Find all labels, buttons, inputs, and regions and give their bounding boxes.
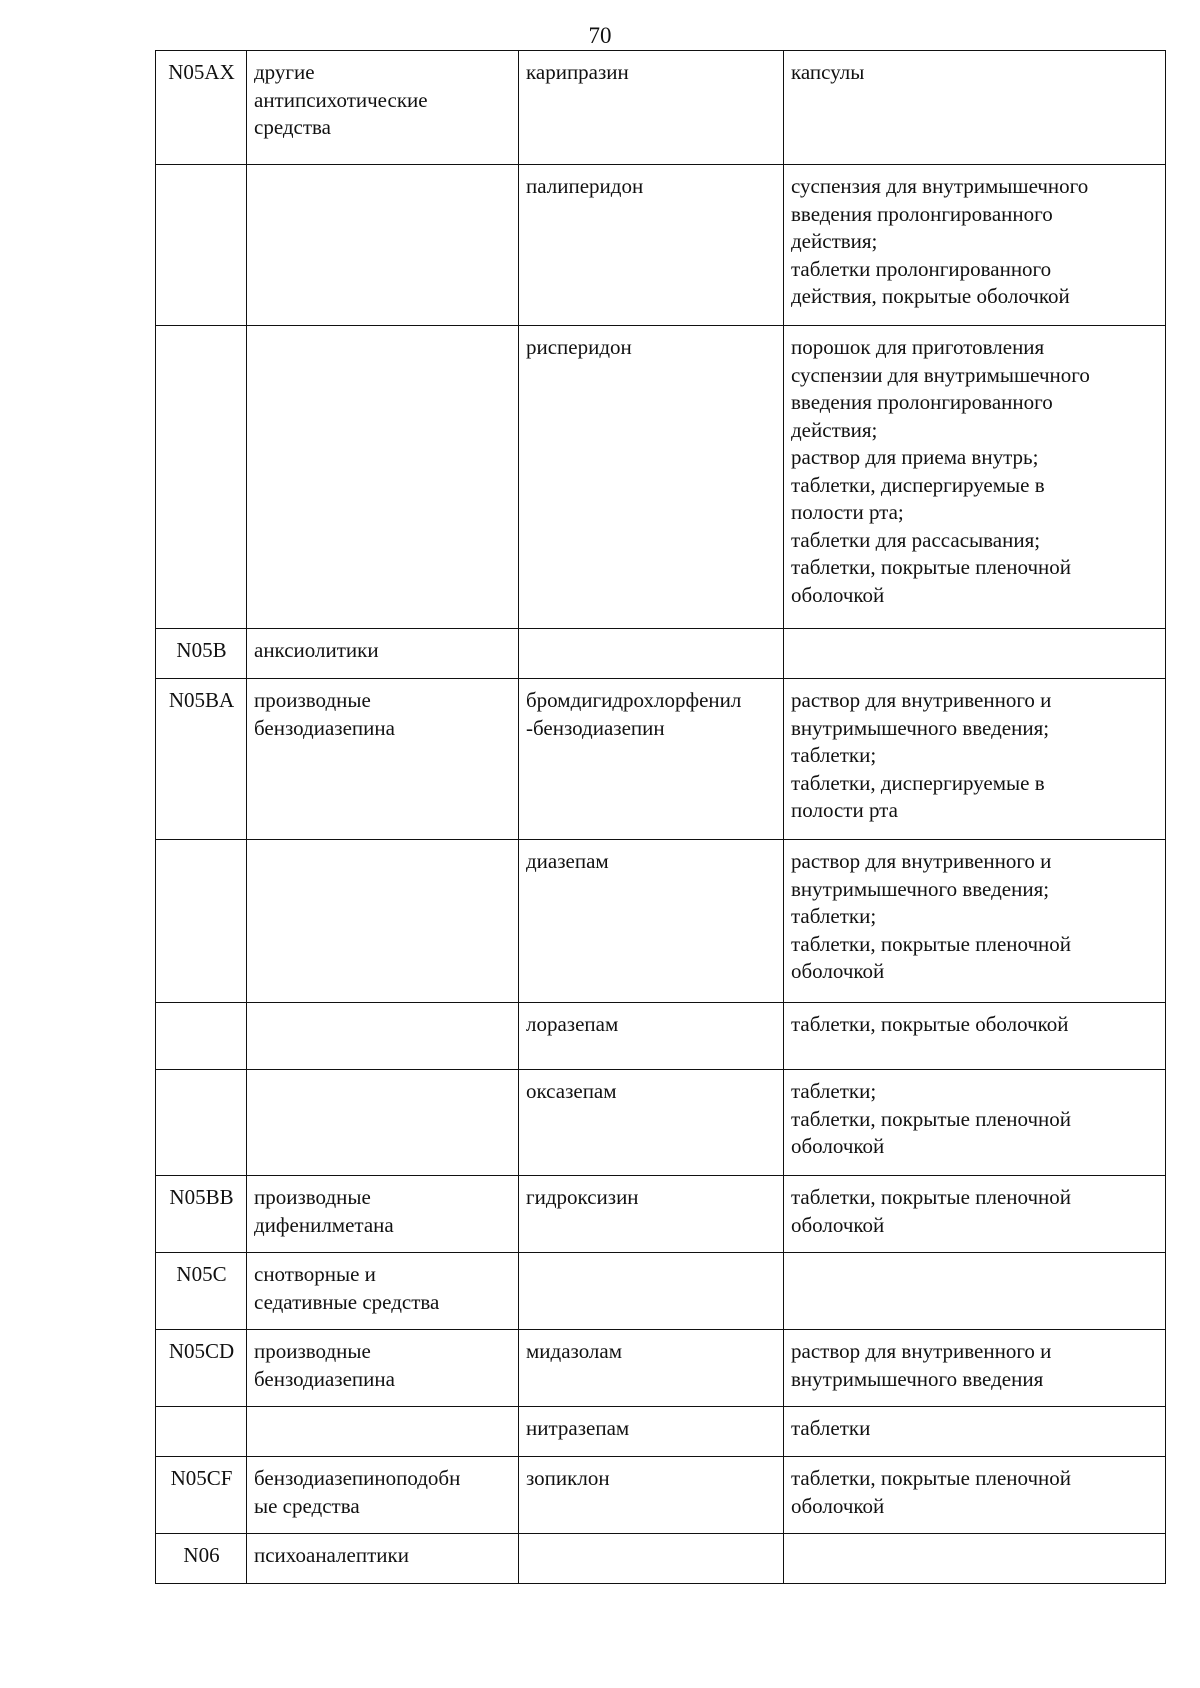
dosage-form-cell: таблетки, покрытые пленочной оболочкой — [784, 1176, 1166, 1253]
drug-list-table — [155, 50, 1166, 1584]
dosage-form-cell: порошок для приготовления суспензии для внутримышечного введения пролонгированного действия; раствор для приема внутрь; таблетки, диспергируемые в полости рта; таблетки для рассасывания; таблетки, покрытые пленочной оболочкой — [784, 326, 1166, 629]
drug-name-cell: рисперидон — [519, 326, 784, 629]
table-row — [156, 1407, 1166, 1457]
table-row — [156, 1176, 1166, 1253]
drug-name-cell: нитразепам — [519, 1407, 784, 1457]
dosage-form-cell: таблетки; таблетки, покрытые пленочной оболочкой — [784, 1070, 1166, 1176]
pharmacological-group-cell: производные бензодиазепина — [247, 1330, 519, 1407]
drug-name-cell: оксазепам — [519, 1070, 784, 1176]
dosage-form-cell: таблетки, покрытые пленочной оболочкой — [784, 1457, 1166, 1534]
table-row — [156, 1070, 1166, 1176]
drug-name-cell: лоразепам — [519, 1003, 784, 1070]
pharmacological-group-cell: производные бензодиазепина — [247, 679, 519, 840]
atc-code-cell: N05CF — [156, 1457, 247, 1534]
table-row — [156, 326, 1166, 629]
table-row — [156, 165, 1166, 326]
atc-code-cell — [156, 1070, 247, 1176]
table-row — [156, 1534, 1166, 1584]
pharmacological-group-cell: другие антипсихотические средства — [247, 51, 519, 165]
atc-code-cell — [156, 840, 247, 1003]
drug-name-cell: карипразин — [519, 51, 784, 165]
drug-name-cell: бромдигидрохлорфенил -бензодиазепин — [519, 679, 784, 840]
atc-code-cell — [156, 1003, 247, 1070]
dosage-form-cell — [784, 629, 1166, 679]
drug-name-cell: зопиклон — [519, 1457, 784, 1534]
table-row — [156, 629, 1166, 679]
atc-code-cell: N05BB — [156, 1176, 247, 1253]
atc-code-cell: N05CD — [156, 1330, 247, 1407]
table-row — [156, 1457, 1166, 1534]
pharmacological-group-cell: психоаналептики — [247, 1534, 519, 1584]
pharmacological-group-cell: снотворные и седативные средства — [247, 1253, 519, 1330]
atc-code-cell: N05AX — [156, 51, 247, 165]
pharmacological-group-cell: бензодиазепиноподобн ые средства — [247, 1457, 519, 1534]
table-row — [156, 1003, 1166, 1070]
atc-code-cell — [156, 326, 247, 629]
dosage-form-cell: раствор для внутривенного и внутримышечного введения — [784, 1330, 1166, 1407]
drug-name-cell: палиперидон — [519, 165, 784, 326]
atc-code-cell: N05BA — [156, 679, 247, 840]
pharmacological-group-cell — [247, 165, 519, 326]
atc-code-cell — [156, 1407, 247, 1457]
pharmacological-group-cell — [247, 840, 519, 1003]
dosage-form-cell: капсулы — [784, 51, 1166, 165]
pharmacological-group-cell: анксиолитики — [247, 629, 519, 679]
dosage-form-cell — [784, 1253, 1166, 1330]
pharmacological-group-cell — [247, 326, 519, 629]
drug-name-cell: мидазолам — [519, 1330, 784, 1407]
page-number: 70 — [588, 23, 612, 48]
pharmacological-group-cell — [247, 1003, 519, 1070]
dosage-form-cell: раствор для внутривенного и внутримышечного введения; таблетки; таблетки, диспергируемые в полости рта — [784, 679, 1166, 840]
atc-code-cell — [156, 165, 247, 326]
dosage-form-cell — [784, 1534, 1166, 1584]
drug-name-cell — [519, 629, 784, 679]
drug-name-cell: диазепам — [519, 840, 784, 1003]
drug-name-cell — [519, 1253, 784, 1330]
table-row — [156, 1253, 1166, 1330]
table-row — [156, 840, 1166, 1003]
dosage-form-cell: таблетки — [784, 1407, 1166, 1457]
dosage-form-cell: таблетки, покрытые оболочкой — [784, 1003, 1166, 1070]
table-row — [156, 1330, 1166, 1407]
atc-code-cell: N05C — [156, 1253, 247, 1330]
pharmacological-group-cell — [247, 1070, 519, 1176]
drug-name-cell: гидроксизин — [519, 1176, 784, 1253]
table-row — [156, 679, 1166, 840]
table-row — [156, 51, 1166, 165]
pharmacological-group-cell: производные дифенилметана — [247, 1176, 519, 1253]
drug-name-cell — [519, 1534, 784, 1584]
atc-code-cell: N05B — [156, 629, 247, 679]
dosage-form-cell: раствор для внутривенного и внутримышечного введения; таблетки; таблетки, покрытые пленочной оболочкой — [784, 840, 1166, 1003]
pharmacological-group-cell — [247, 1407, 519, 1457]
atc-code-cell: N06 — [156, 1534, 247, 1584]
dosage-form-cell: суспензия для внутримышечного введения пролонгированного действия; таблетки пролонгированного действия, покрытые оболочкой — [784, 165, 1166, 326]
